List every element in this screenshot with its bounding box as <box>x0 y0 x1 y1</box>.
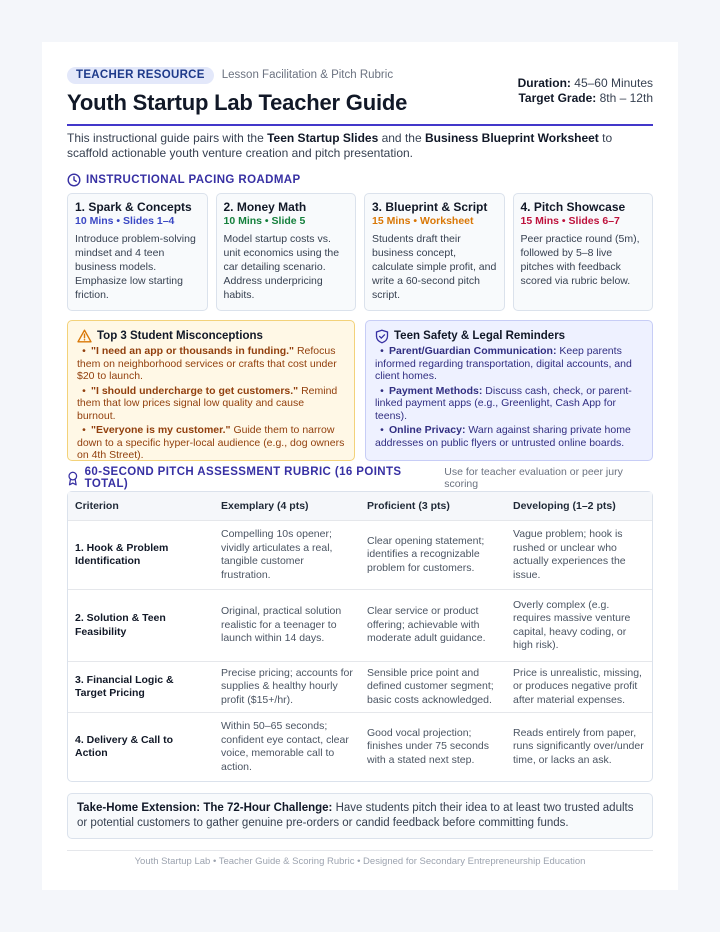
card-subtitle: 10 Mins • Slides 1–4 <box>75 215 175 227</box>
rubric-table <box>67 491 653 782</box>
header-subtitle: Lesson Facilitation & Pitch Rubric <box>221 69 394 81</box>
header <box>67 66 653 130</box>
roadmap-heading: INSTRUCTIONAL PACING ROADMAP <box>67 172 653 188</box>
rubric-cell: Reads entirely from paper, runs significantly over/under time, or lacks an ask. <box>513 726 644 766</box>
intro-paragraph: This instructional guide pairs with the Teen Startup Slides and the Business Blueprint Worksheet to scaffold actionable youth venture creation and pitch presentation. <box>67 131 613 160</box>
safety-title: Teen Safety & Legal Reminders <box>394 330 566 342</box>
warning-icon <box>77 329 92 343</box>
misconceptions-panel <box>67 320 355 461</box>
card-subtitle: 10 Mins • Slide 5 <box>223 215 306 227</box>
column-header: Criterion <box>68 492 214 521</box>
rubric-note: Use for teacher evaluation or peer jury scoring <box>444 466 623 490</box>
rubric-cell: Vague problem; hook is rushed or unclear who actually experiences the issue. <box>506 521 652 590</box>
rubric-cell: Precise pricing; accounts for supplies & healthy hourly profit ($15+/hr). <box>214 662 360 713</box>
card-body: Model startup costs vs. unit economics using the car detailing scenario. Address underpricing habits. <box>223 233 340 301</box>
footer: Youth Startup Lab • Teacher Guide & Scoring Rubric • Designed for Secondary Entrepreneurship Education <box>134 856 586 867</box>
shield-icon <box>375 329 389 344</box>
extension-box <box>67 793 653 839</box>
table-row <box>68 713 652 781</box>
duration-label: Duration: <box>517 76 571 90</box>
list-item: • Online Privacy: Warn against sharing private home addresses on public flyers or untrusted online boards. <box>375 424 643 449</box>
card-body: Peer practice round (5m), followed by 5–8 live pitches with feedback scored via rubric below. <box>520 233 640 287</box>
column-header: Proficient (3 pts) <box>360 492 506 521</box>
roadmap-card <box>67 193 208 311</box>
rubric-cell: Sensible price point and defined customer segment; basic costs acknowledged. <box>360 662 506 713</box>
rubric-heading-row <box>67 466 653 490</box>
card-subtitle: 15 Mins • Worksheet <box>372 215 474 227</box>
list-item: • "I should undercharge to get customers." Remind them that low prices signal low quality and cause burnout. <box>77 385 345 423</box>
misconceptions-title: Top 3 Student Misconceptions <box>97 330 263 342</box>
card-body: Students draft their business concept, calculate simple profit, and write a 60-second pitch script. <box>372 233 497 301</box>
rubric-cell: Compelling 10s opener; vividly articulates a real, tangible customer frustration. <box>214 521 360 590</box>
card-title: 3. Blueprint & Script <box>372 200 488 214</box>
roadmap-card <box>364 193 505 311</box>
rubric-heading: 60-SECOND PITCH ASSESSMENT RUBRIC (16 POINTS TOTAL) <box>67 466 437 490</box>
safety-list <box>375 345 643 449</box>
meta-info <box>518 76 653 106</box>
rubric-cell: Clear opening statement; identifies a recognizable problem for customers. <box>360 521 506 590</box>
card-subtitle: 15 Mins • Slides 6–7 <box>520 215 620 227</box>
resource-badge: TEACHER RESOURCE <box>67 67 214 84</box>
column-header: Exemplary (4 pts) <box>214 492 360 521</box>
table-row <box>68 590 652 662</box>
grade-value: 8th – 12th <box>599 91 653 105</box>
grade-label: Target Grade: <box>518 91 597 105</box>
table-row <box>68 662 652 713</box>
rubric-cell: Within 50–65 seconds; confident eye contact, clear voice, memorable call to action. <box>221 720 349 773</box>
duration-value: 45–60 Minutes <box>574 76 653 90</box>
roadmap-card <box>513 193 654 311</box>
card-title: 1. Spark & Concepts <box>75 200 192 214</box>
list-item: • Parent/Guardian Communication: Keep parents informed regarding transportation, digital accounts, and client homes. <box>375 345 643 383</box>
criterion-cell: 4. Delivery & Call to Action <box>75 733 174 759</box>
criterion-cell: 1. Hook & Problem Identification <box>68 521 214 590</box>
card-body: Introduce problem-solving mindset and 4 teen business models. Emphasize low starting friction. <box>75 233 196 301</box>
criterion-cell: 3. Financial Logic & Target Pricing <box>68 662 214 713</box>
rubric-cell: Original, practical solution realistic for a teenager to launch within 14 days. <box>214 590 360 662</box>
column-header: Developing (1–2 pts) <box>506 492 652 521</box>
list-item: • "I need an app or thousands in funding." Refocus them on neighborhood services or crafts that cost under $20 to launch. <box>77 345 345 383</box>
list-item: • Payment Methods: Discuss cash, check, or parent-linked payment apps (e.g., Greenlight, Cash App for teens). <box>375 385 643 423</box>
table-row <box>68 521 652 590</box>
misconceptions-list <box>77 345 345 462</box>
rubric-cell: Good vocal projection; finishes under 75 seconds with a stated next step. <box>367 726 489 766</box>
rubric-header-row <box>68 492 652 521</box>
document-page <box>42 42 678 890</box>
extension-title: Take-Home Extension: The 72-Hour Challenge: <box>77 802 333 814</box>
footer-divider <box>67 850 653 851</box>
roadmap-card <box>216 193 357 311</box>
page-title: Youth Startup Lab Teacher Guide <box>67 90 408 115</box>
card-title: 4. Pitch Showcase <box>520 200 626 214</box>
safety-panel <box>365 320 653 461</box>
criterion-cell: 2. Solution & Teen Feasibility <box>68 590 214 662</box>
rubric-cell: Overly complex (e.g. requires massive venture capital, heavy coding, or high risk). <box>506 590 652 662</box>
roadmap-cards <box>67 193 653 311</box>
rubric-cell: Clear service or product offering; achievable with moderate adult guidance. <box>360 590 506 662</box>
award-icon <box>67 471 79 486</box>
clock-icon <box>67 173 81 187</box>
rubric-cell: Price is unrealistic, missing, or produces negative profit after material expenses. <box>506 662 652 713</box>
card-title: 2. Money Math <box>223 200 307 214</box>
extension-text: Have students pitch their idea to at least two trusted adults or potential customers to gather genuine pre-orders or candid feedback before committing funds. <box>77 802 634 829</box>
list-item: • "Everyone is my customer." Guide them to narrow down to a specific hyper-local audience (e.g., dog owners on 4th Street). <box>77 424 345 462</box>
alert-panels <box>67 320 653 461</box>
